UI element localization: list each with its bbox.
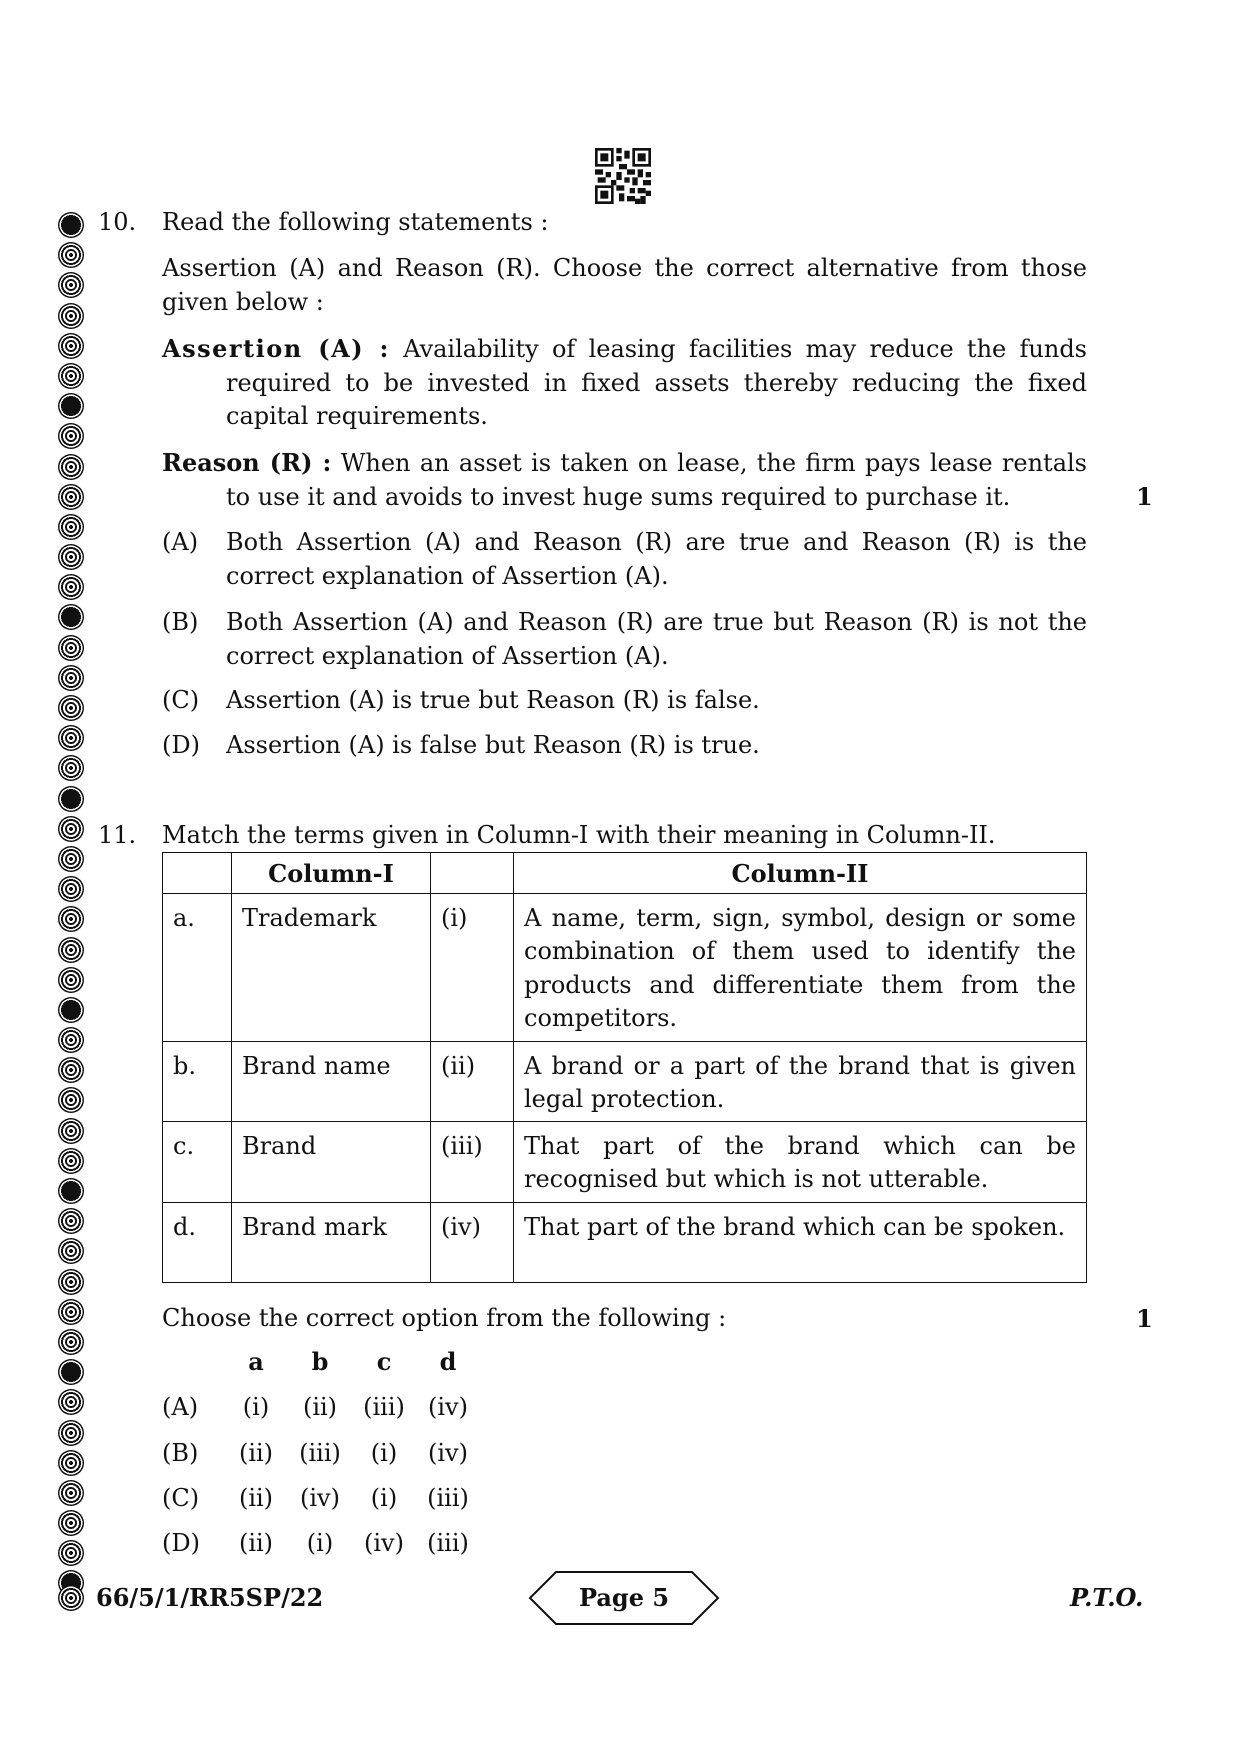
option-value: (i) [370,1439,398,1467]
concentric-circle-icon [58,1208,84,1234]
concentric-circle-icon [58,1299,84,1325]
concentric-circle-icon [58,1329,84,1355]
concentric-circle-icon [58,242,84,268]
option-value: (ii) [238,1439,274,1467]
table-header-col1: Column-I [232,853,431,894]
row-term: Brand mark [232,1202,431,1282]
q11-choose: Choose the correct option from the following : [162,1304,727,1332]
row-letter: d. [163,1202,232,1282]
option-value: (iii) [427,1529,469,1557]
q10-number: 10. [98,208,137,236]
concentric-circle-icon [58,1540,84,1566]
q11-intro: Match the terms given in Column-I with their meaning in Column-II. [162,821,996,849]
assertion-text: Availability of leasing facilities may reduce the funds required to be invested in fixed assets thereby reducing the fixed capital requirements. [226,335,1087,430]
concentric-circle-icon [58,1510,84,1536]
q10-instruction: Assertion (A) and Reason (R). Choose the correct alternative from those given below : [162,254,1087,316]
option-label: (B) [162,1439,199,1467]
concentric-circle-icon [58,514,84,540]
concentric-circle-icon [58,1420,84,1446]
row-roman: (iv) [431,1202,514,1282]
q10-intro: Read the following statements : [162,208,549,236]
table-header-row [163,853,1087,894]
row-meaning: That part of the brand which can be spoken. [514,1202,1087,1282]
concentric-circle-icon [58,1118,84,1144]
option-value: (iii) [299,1439,341,1467]
filled-circle-icon [58,1359,84,1385]
concentric-circle-icon [58,725,84,751]
row-meaning: A name, term, sign, symbol, design or some combination of them used to identify the products and differentiate them from the competitors. [514,893,1087,1041]
option-label: (A) [162,1393,199,1421]
row-term: Brand [232,1121,431,1202]
concentric-circle-icon [58,1148,84,1174]
concentric-circle-icon [58,423,84,449]
option-value: (i) [242,1393,270,1421]
option-value: (iv) [428,1393,468,1421]
qr-code [595,148,651,204]
footer-pto: P.T.O. [1070,1583,1144,1612]
concentric-circle-icon [58,1585,84,1611]
row-letter: c. [163,1121,232,1202]
option-value: (ii) [302,1393,338,1421]
row-letter: a. [163,893,232,1041]
q10-option-c-label: (C) [162,686,200,714]
concentric-circle-icon [58,906,84,932]
q10-reason [162,446,1087,514]
filled-circle-icon [58,997,84,1023]
option-value: (iii) [427,1484,469,1512]
concentric-circle-icon [58,1269,84,1295]
concentric-circle-icon [58,937,84,963]
filled-circle-icon [58,393,84,419]
footer-paper-code: 66/5/1/RR5SP/22 [96,1583,324,1612]
row-term: Trademark [232,893,431,1041]
table-row [163,1041,1087,1121]
option-value: (ii) [238,1529,274,1557]
concentric-circle-icon [58,303,84,329]
concentric-circle-icon [58,695,84,721]
q10-option-b-label: (B) [162,608,199,636]
q10-assertion [162,332,1087,434]
row-roman: (ii) [431,1041,514,1121]
concentric-circle-icon [58,635,84,661]
concentric-circle-icon [58,272,84,298]
option-value: (iv) [300,1484,340,1512]
q11-marks: 1 [1136,1304,1153,1333]
option-label: (D) [162,1529,200,1557]
concentric-circle-icon [58,755,84,781]
option-value: (i) [306,1529,334,1557]
concentric-circle-icon [58,574,84,600]
option-value: (iii) [363,1393,405,1421]
q10-option-a-label: (A) [162,528,199,556]
table-header-col2: Column-II [514,853,1087,894]
concentric-circle-icon [58,544,84,570]
concentric-circle-icon [58,846,84,872]
margin-symbol-strip [58,212,86,1601]
row-meaning: That part of the brand which can be recognised but which is not utterable. [514,1121,1087,1202]
filled-circle-icon [58,1178,84,1204]
concentric-circle-icon [58,363,84,389]
match-table [162,852,1087,1283]
reason-text: When an asset is taken on lease, the firm pays lease rentals to use it and avoids to invest huge sums required to purchase it. [226,449,1087,511]
q11-number: 11. [98,821,137,849]
filled-circle-icon [58,786,84,812]
concentric-circle-icon [58,1238,84,1264]
concentric-circle-icon [58,1450,84,1476]
table-row [163,893,1087,1041]
reason-label: Reason (R) : [162,448,332,477]
row-roman: (i) [431,893,514,1041]
concentric-circle-icon [58,1027,84,1053]
q10-option-d: Assertion (A) is false but Reason (R) is true. [226,731,760,759]
concentric-circle-icon [58,333,84,359]
table-row [163,1121,1087,1202]
option-header-b: b [311,1347,329,1376]
row-meaning: A brand or a part of the brand that is given legal protection. [514,1041,1087,1121]
filled-circle-icon [58,212,84,238]
option-value: (iv) [364,1529,404,1557]
table-header-blank [163,853,232,894]
option-header-a: a [248,1347,264,1376]
concentric-circle-icon [58,1389,84,1415]
option-value: (i) [370,1484,398,1512]
table-header-blank [431,853,514,894]
row-term: Brand name [232,1041,431,1121]
concentric-circle-icon [58,484,84,510]
row-letter: b. [163,1041,232,1121]
option-header-c: c [376,1347,392,1376]
concentric-circle-icon [58,1057,84,1083]
assertion-label: Assertion (A) : [162,334,390,363]
q10-option-d-label: (D) [162,731,200,759]
concentric-circle-icon [58,1480,84,1506]
row-roman: (iii) [431,1121,514,1202]
q10-marks: 1 [1136,482,1153,511]
footer-page-number: Page 5 [578,1583,670,1612]
filled-circle-icon [58,604,84,630]
concentric-circle-icon [58,1087,84,1113]
q10-option-c: Assertion (A) is true but Reason (R) is false. [226,686,760,714]
option-value: (iv) [428,1439,468,1467]
table-row [163,1202,1087,1282]
q10-option-a: Both Assertion (A) and Reason (R) are true and Reason (R) is the correct explanation of Assertion (A). [226,528,1087,590]
option-header-d: d [439,1347,457,1376]
q10-option-b: Both Assertion (A) and Reason (R) are true but Reason (R) is not the correct explanation of Assertion (A). [226,608,1087,670]
concentric-circle-icon [58,876,84,902]
concentric-circle-icon [58,454,84,480]
option-label: (C) [162,1484,200,1512]
concentric-circle-icon [58,816,84,842]
concentric-circle-icon [58,665,84,691]
concentric-circle-icon [58,967,84,993]
option-value: (ii) [238,1484,274,1512]
